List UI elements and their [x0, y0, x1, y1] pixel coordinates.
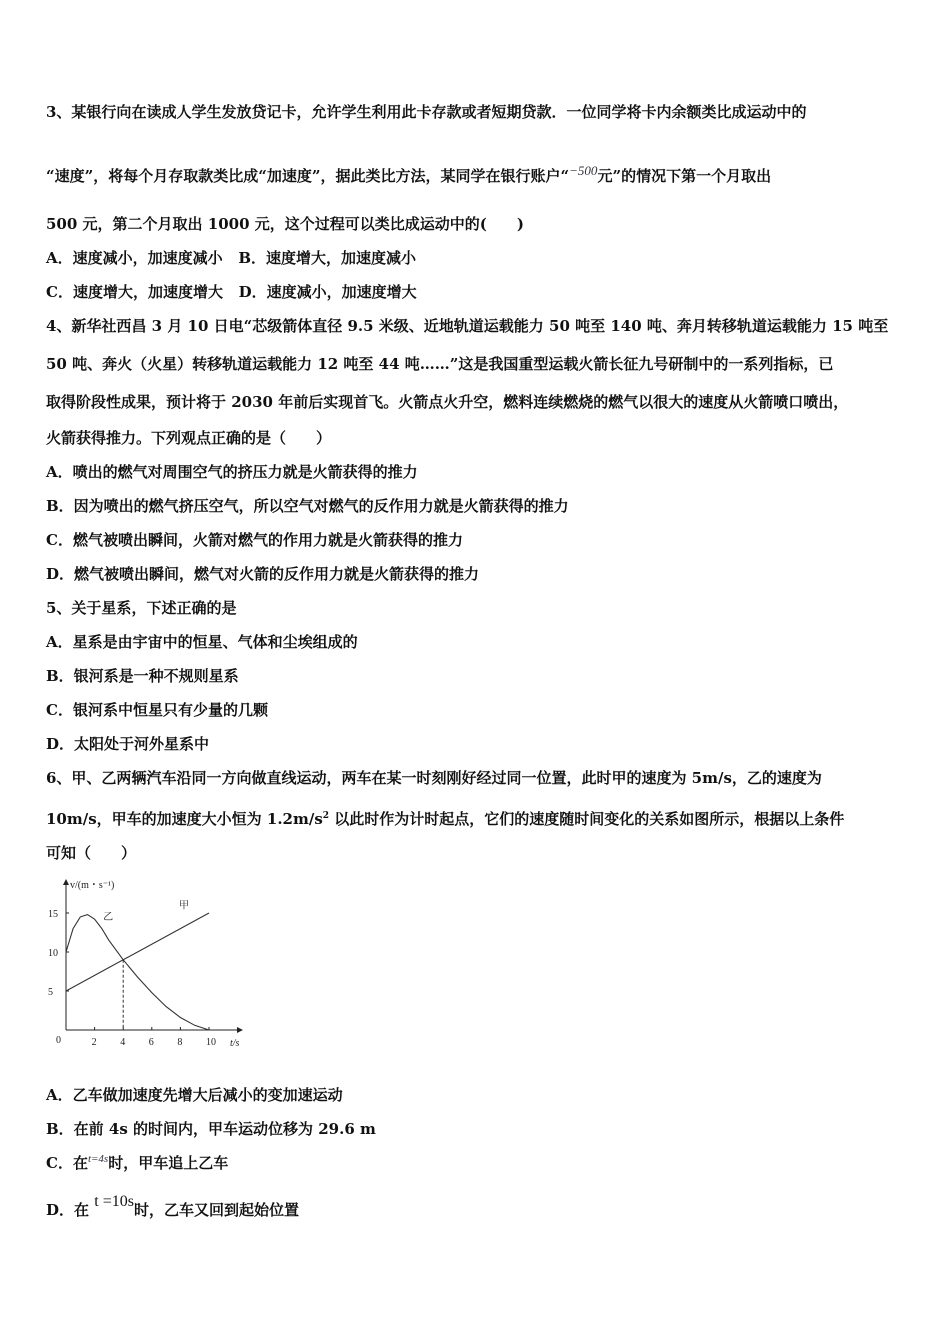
q4-stem-line3: 取得阶段性成果，预计将于 2030 年前后实现首飞。火箭点火升空，燃料连续燃烧的燃气以很大的速度从火箭喷口喷出， — [46, 393, 849, 411]
y-tick-label: 5 — [48, 987, 53, 998]
series-line-yi — [66, 915, 209, 1030]
q6-option-d-math: t =10s — [94, 1193, 134, 1210]
series-label-jia: 甲 — [178, 900, 189, 912]
q6-stem-line2 — [46, 806, 844, 829]
y-axis-label: v/(m・s⁻¹) — [70, 880, 115, 891]
q5-option-b: B．银河系是一种不规则星系 — [46, 667, 239, 685]
x-tick-label: 4 — [120, 1037, 126, 1048]
velocity-time-chart — [44, 872, 254, 1052]
q3-option-b: B．速度增大，加速度减小 — [238, 249, 416, 267]
q6-option-d — [46, 1193, 299, 1221]
q5-stem: 5、关于星系，下述正确的是 — [46, 599, 237, 617]
q3-stem-line2-a: “速度”，将每个月存取款类比成“加速度”，据此类比方法，某同学在银行账户“ — [46, 167, 570, 185]
q3-stem-line3: 500 元，第二个月取出 1000 元，这个过程可以类比成运动中的( ) — [46, 215, 524, 233]
q6-stem-line2-a: 10m/s，甲车的加速度大小恒为 1.2m/s — [46, 810, 323, 828]
q4-option-a: A．喷出的燃气对周围空气的挤压力就是火箭获得的推力 — [46, 463, 418, 481]
q5-option-a: A．星系是由宇宙中的恒星、气体和尘埃组成的 — [46, 633, 358, 651]
q5-option-c: C．银河系中恒星只有少量的几颗 — [46, 701, 268, 719]
q6-option-d-a: D．在 — [46, 1201, 90, 1219]
x-tick-label: 8 — [177, 1037, 183, 1048]
x-tick-label: 2 — [91, 1037, 97, 1048]
q4-option-d: D．燃气被喷出瞬间，燃气对火箭的反作用力就是火箭获得的推力 — [46, 565, 480, 583]
q6-stem-line1: 6、甲、乙两辆汽车沿同一方向做直线运动，两车在某一时刻刚好经过同一位置，此时甲的速度为 5m/s，乙的速度为 — [46, 769, 822, 787]
q3-stem-line2 — [46, 163, 772, 187]
q6-option-b: B．在前 4s 的时间内，甲车运动位移为 29.6 m — [46, 1120, 376, 1138]
q4-option-b: B．因为喷出的燃气挤压空气，所以空气对燃气的反作用力就是火箭获得的推力 — [46, 497, 569, 515]
q4-stem-line2: 50 吨、奔火（火星）转移轨道运载能力 12 吨至 44 吨……”这是我国重型运载火箭长征九号研制中的一系列指标，已 — [46, 355, 834, 373]
q6-stem-line3: 可知（ ） — [46, 844, 137, 862]
q3-stem-line2-b: 元”的情况下第一个月取出 — [597, 167, 772, 185]
y-tick-label: 15 — [48, 909, 58, 920]
q3-options-row1 — [46, 248, 416, 268]
q3-option-c: C．速度增大，加速度增大 — [46, 283, 223, 301]
q6-option-d-b: 时，乙车又回到起始位置 — [133, 1201, 299, 1219]
chart-axes — [66, 880, 242, 1030]
q6-exponent: 2 — [322, 811, 330, 821]
series-label-yi: 乙 — [103, 912, 114, 924]
y-tick-label: 10 — [48, 948, 58, 959]
x-tick-label: 10 — [206, 1037, 216, 1048]
q6-option-c — [46, 1153, 228, 1175]
q3-option-d: D．速度减小，加速度增大 — [238, 283, 417, 301]
q6-stem-line2-b: 以此时作为计时起点，它们的速度随时间变化的关系如图所示，根据以上条件 — [329, 810, 845, 828]
q6-option-a: A．乙车做加速度先增大后减小的变加速运动 — [46, 1086, 343, 1104]
q6-option-c-a: C．在 — [46, 1154, 88, 1172]
x-tick-label: 6 — [148, 1037, 154, 1048]
q3-options-row2 — [46, 282, 417, 302]
q5-option-d: D．太阳处于河外星系中 — [46, 735, 210, 753]
q3-option-a: A．速度减小，加速度减小 — [46, 249, 223, 267]
q4-stem-line1: 4、新华社西昌 3 月 10 日电“芯级箭体直径 9.5 米级、近地轨道运载能力 50 吨至 140 吨、奔月转移轨道运载能力 15 吨至 — [46, 317, 889, 335]
series-line-jia — [66, 913, 209, 991]
q3-stem-line1: 3、某银行向在读成人学生发放贷记卡，允许学生利用此卡存款或者短期贷款．一位同学将卡内余额类比成运动中的 — [46, 103, 807, 121]
q6-option-c-math: t=4s — [87, 1153, 109, 1165]
q6-option-c-b: 时，甲车追上乙车 — [108, 1154, 229, 1172]
q4-stem-line4: 火箭获得推力。下列观点正确的是（ ） — [46, 429, 332, 447]
chart-series — [66, 899, 209, 1030]
origin-label: 0 — [56, 1035, 61, 1046]
q4-option-c: C．燃气被喷出瞬间，火箭对燃气的作用力就是火箭获得的推力 — [46, 531, 463, 549]
q3-amount-math: −500 — [569, 163, 598, 178]
x-axis-label: t/s — [230, 1038, 240, 1049]
